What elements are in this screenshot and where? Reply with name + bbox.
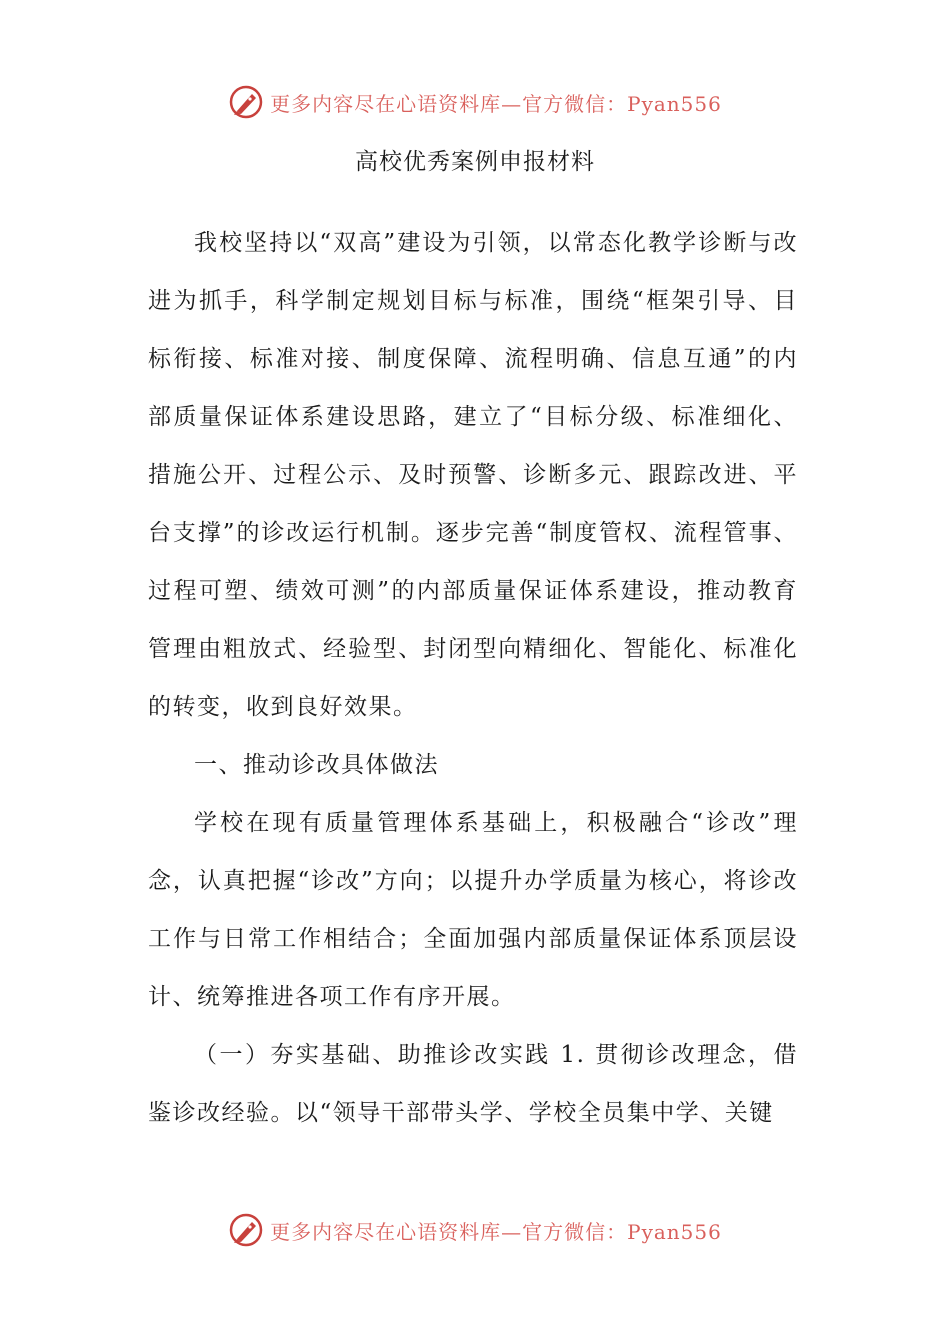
pen-nib-logo-icon <box>228 1212 264 1248</box>
watermark-header <box>0 80 950 124</box>
watermark-text: 更多内容尽在心语资料库—官方微信：Pyan556 <box>270 91 722 116</box>
paragraph-section-1: 学校在现有质量管理体系基础上，积极融合“诊改”理念，认真把握“诊改”方向；以提升办学质量为核心，将诊改工作与日常工作相结合；全面加强内部质量保证体系顶层设计、统筹推进各项工作有序开展。 <box>148 810 798 1010</box>
document-body <box>148 214 798 1142</box>
paragraph-subsection-1: （一）夯实基础、助推诊改实践 1. 贯彻诊改理念，借鉴诊改经验。以“领导干部带头学、学校全员集中学、关键 <box>148 1042 798 1126</box>
document-title: 高校优秀案例申报材料 <box>355 149 595 175</box>
paragraph-intro: 我校坚持以“双高”建设为引领，以常态化教学诊断与改进为抓手，科学制定规划目标与标准，围绕“框架引导、目标衔接、标准对接、制度保障、流程明确、信息互通”的内部质量保证体系建设思路，建立了“目标分级、标准细化、措施公开、过程公示、及时预警、诊断多元、跟踪改进、平台支撑”的诊改运行机制。逐步完善“制度管权、流程管事、过程可塑、绩效可测”的内部质量保证体系建设，推动教育管理由粗放式、经验型、封闭型向精细化、智能化、标准化的转变，收到良好效果。 <box>148 230 798 720</box>
watermark-footer <box>0 1208 950 1252</box>
pen-nib-logo-icon <box>228 84 264 120</box>
watermark-text: 更多内容尽在心语资料库—官方微信：Pyan556 <box>270 1219 722 1244</box>
section-heading: 一、推动诊改具体做法 <box>194 752 439 778</box>
